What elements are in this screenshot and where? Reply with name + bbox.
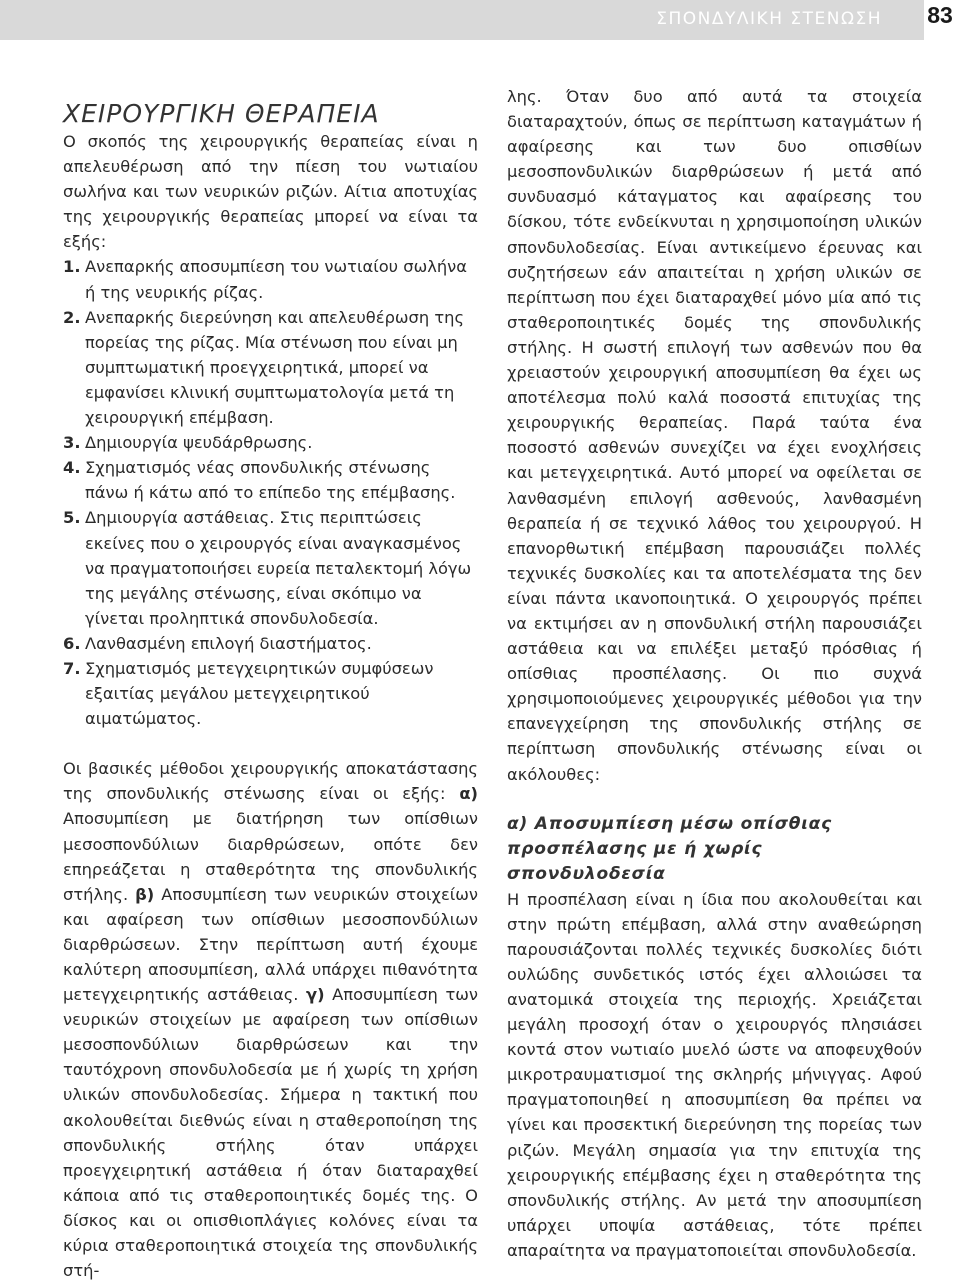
subheading: α) Αποσυμπίεση μέσω οπίσθιας προσπέλασης με ή χωρίς σπονδυλοδεσία: [507, 813, 833, 884]
list-item: [63, 305, 478, 430]
right-column: [507, 84, 922, 1263]
list-number: 2.: [63, 307, 81, 327]
list-item: [63, 631, 478, 656]
method-b: Αποσυμπίεση των νευρικών στοιχείων και αφαίρεση των οπίσθιων μεσοσπονδύλιων διαρθρώσεων. Στην περίπτωση αυτή έχουμε καλύτερη αποσυμπίεση, αλλά υπάρχει πιθανότητα μετεγχειρητικής αστάθειας.: [63, 884, 478, 1005]
running-header-bar: [0, 0, 924, 40]
list-text: Σχηματισμός μετεγχειρητικών συμφύσεων εξαιτίας μεγάλου μετεγχειρητικού αιματώματος.: [85, 658, 434, 729]
spacer: [507, 787, 922, 812]
method-a: Αποσυμπίεση με διατήρηση των οπίσθιων μεσοσπονδύλιων διαρθρώσεων, οπότε δεν επηρεάζεται η σταθερότητα της σπονδυλικής στήλης.: [63, 809, 478, 904]
running-header-title: ΣΠΟΝΔΥΛΙΚΗ ΣΤΕΝΩΣΗ: [656, 9, 882, 29]
intro-paragraph: Ο σκοπός της χειρουργικής θεραπείας είναι η απελευθέρωση από την πίεση του νωτιαίου σωλήνα και των νευρικών ριζών. Αίτια αποτυχίας της χειρουργικής θεραπείας μπορεί να είναι τα εξής:: [63, 132, 478, 252]
list-item: [63, 505, 478, 630]
list-number: 5.: [63, 508, 81, 528]
methods-paragraph: [63, 756, 478, 1283]
subsection-paragraph: Η προσπέλαση είναι η ίδια που ακολουθείται και στην πρώτη επέμβαση, αλλά στην αναθεώρηση παρουσιάζονται πολλές τεχνικές δυσκολίες διότι ουλώδης συνδετικός ιστός έχει αλλοιώσει τα ανατομικά στοιχεία της περιοχής. Χρειάζεται μεγάλη προσοχή όταν ο χειρουργός πλησιάσει κοντά στον νωτιαίο μυελό ώστε να αποφευχθούν μικροτραυματισμοί της σκληρής μήνιγγας. Αφού πραγματοποιηθεί η αποσυμπίεση θα πρέπει να γίνει και προσεκτική διερεύνηση της πορείας των ριζών. Μεγάλη σημασία για την επιτυχία της χειρουργικής επέμβασης έχει η σταθερότητα της σπονδυλικής στήλης. Αν μετά την αποσυμπίεση υπάρχει υποψία αστάθειας, τότε πρέπει απαραίτητα να πραγματοποιείται σπονδυλοδεσία.: [507, 889, 922, 1260]
list-text: Δημιουργία ψευδάρθρωσης.: [85, 433, 313, 453]
list-number: 4.: [63, 458, 81, 478]
list-item: [63, 430, 478, 455]
continuation-paragraph: λης. Όταν δυο από αυτά τα στοιχεία διαταραχτούν, όπως σε περίπτωση καταγμάτων ή αφαίρεσης και των δυο οπισθίων μεσοσπονδυλικών διαρθρώσεων ή μετά από συνδυασμό κάταγματος και αφαίρεσης του δίσκου, τότε ενδείκνυται η χρησιμοποίηση υλικών σπονδυλοδεσίας. Είναι αντικείμενο έρευνας και συζητήσεων εάν απαιτείται η χρήση υλικών σε περίπτωση που έχει διαταραχθεί μόνο μία από τις σταθεροποιητικές δομές της σπονδυλικής στήλης. Η σωστή επιλογή των ασθενών που θα χρειαστούν χειρουργική αποσυμπίεση θα έχει ως αποτέλεσμα πολύ καλά ποσοστά επιτυχίας της χειρουργικής θεραπείας. Παρά ταύτα ένα ποσοστό ασθενών συνεχίζει να έχει ενοχλήσεις και μετεγχειρητικά. Αυτό μπορεί να οφείλεται σε λανθασμένη επιλογή ασθενούς, λανθασμένη θεραπεία ή σε τεχνικό λάθος του χειρουργού. Η επανορθωτική επέμβαση παρουσιάζει πολλές τεχνικές δυσκολίες και τα αποτελέσματα της δεν είναι πάντα ικανοποιητικά. Ο χειρουργός πρέπει να εκτιμήσει αν η σπονδυλική στήλη παρουσιάζει αστάθεια και να επιλέξει μεταξύ πρόσθιας ή οπίσθιας προσπέλασης. Οι πιο συχνά χρησιμοποιούμενες χειρουργικές μέθοδοι για την επανεγχείρηση της σπονδυλικής στήλης σε περίπτωση σπονδυλικής στένωσης είναι οι ακόλουθες:: [507, 87, 922, 784]
list-number: 7.: [63, 658, 81, 678]
failure-causes-list: [63, 254, 478, 731]
left-column: [63, 93, 478, 1283]
list-item: [63, 455, 478, 505]
list-text: Ανεπαρκής διερεύνηση και απελευθέρωση της πορείας της ρίζας. Μία στένωση που είναι μη συμπτωματική προεγχειρητικά, μπορεί να εμφανίσει κλινική συμπτωματολογία μετά τη χειρουργική επέμβαση.: [85, 307, 465, 428]
label-a: α): [459, 784, 478, 804]
list-number: 3.: [63, 433, 81, 453]
section-title: ΧΕΙΡΟΥΡΓΙΚΗ ΘΕΡΑΠΕΙΑ: [63, 99, 380, 128]
page-number: 83: [927, 2, 953, 28]
label-c: γ): [306, 985, 325, 1005]
list-text: Δημιουργία αστάθειας. Στις περιπτώσεις εκείνες που ο χειρουργός είναι αναγκασμένος να πραγματοποιήσει ευρεία πεταλεκτομή λόγω της μεγάλης στένωσης, είναι σκόπιμο να γίνεται προληπτικά σπονδυλοδεσία.: [85, 508, 472, 628]
list-number: 6.: [63, 633, 81, 653]
methods-intro: Οι βασικές μέθοδοι χειρουργικής αποκατάστασης της σπονδυλικής στένωσης είναι οι εξής:: [63, 759, 478, 804]
method-c: Αποσυμπίεση των νευρικών στοιχείων με αφαίρεση των οπίσθιων μεσοσπονδύλιων διαρθρώσεων και την ταυτόχρονη σπονδυλοδεσία με ή χωρίς τη χρήση υλικών σπονδυλοδεσίας. Σήμερα η τακτική που ακολουθείται διεθνώς είναι η σταθεροποίηση της σπονδυλικής στήλης όταν υπάρχει προεγχειρητική αστάθεια ή όταν διαταραχθεί κάποια από τις σταθεροποιητικές δομές της. Ο δίσκος και οι οπισθιοπλάγιες κολόνες είναι τα κύρια σταθεροποιητικά στοιχεία της σπονδυλικής στή-: [63, 985, 478, 1281]
list-text: Σχηματισμός νέας σπονδυλικής στένωσης πάνω ή κάτω από το επίπεδο της επέμβασης.: [85, 458, 456, 503]
list-text: Ανεπαρκής αποσυμπίεση του νωτιαίου σωλήνα ή της νευρικής ρίζας.: [85, 257, 467, 302]
list-item: [63, 656, 478, 731]
list-text: Λανθασμένη επιλογή διαστήματος.: [85, 633, 372, 653]
label-b: β): [135, 884, 155, 904]
list-item: [63, 254, 478, 304]
spacer: [63, 731, 478, 756]
list-number: 1.: [63, 257, 81, 277]
